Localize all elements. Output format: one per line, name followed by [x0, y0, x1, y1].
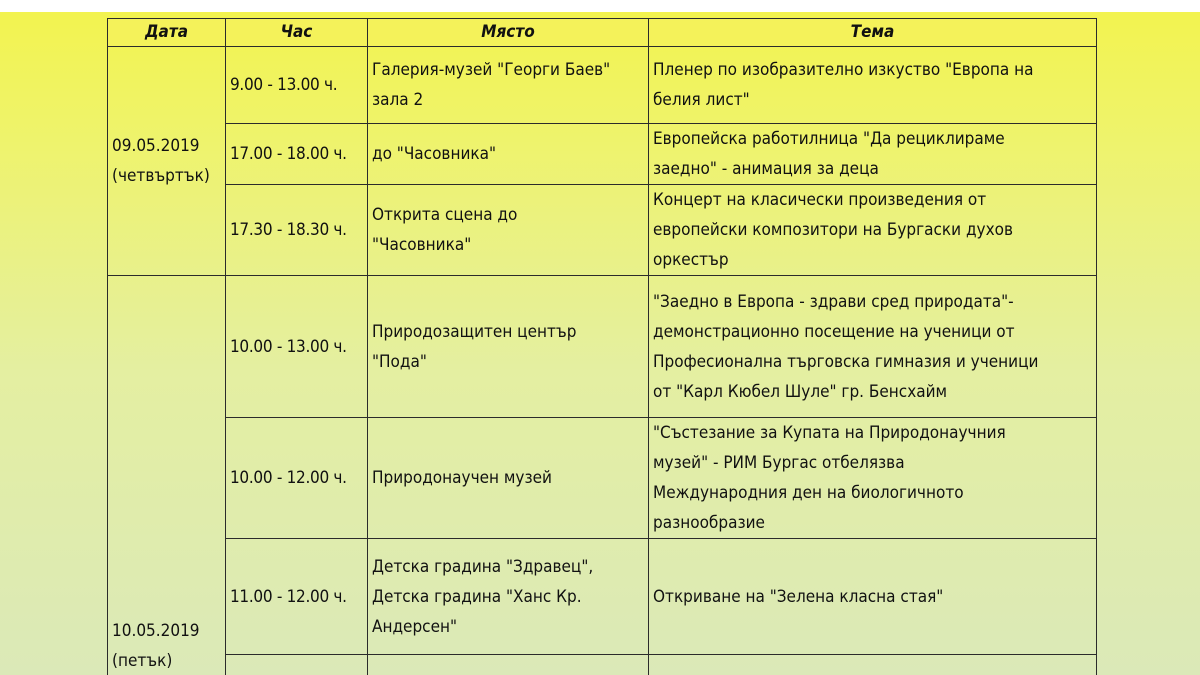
place-line: Андерсен" — [372, 616, 458, 637]
place-line: "Пода" — [372, 351, 427, 372]
date-block — [112, 616, 200, 675]
topic-line: демонстрационно посещение на ученици от — [653, 321, 1015, 342]
schedule-table — [107, 18, 1097, 675]
place-cell — [368, 185, 649, 276]
header-time: Час — [226, 19, 368, 47]
place-cell — [368, 655, 649, 675]
place-line: Детска градина "Ханс Кр. — [372, 586, 582, 607]
table-row — [108, 655, 1097, 675]
topic-line: Концерт на класически произведения от — [653, 190, 987, 210]
header-topic: Тема — [649, 19, 1097, 47]
place-cell — [368, 418, 649, 539]
time-cell: 9.00 - 13.00 ч. — [226, 47, 368, 124]
place-line: Природозащитен център — [372, 321, 577, 342]
table-row — [108, 418, 1097, 539]
place-cell — [368, 276, 649, 418]
header-row — [108, 19, 1097, 47]
topic-cell — [649, 185, 1097, 276]
topic-line: Международния ден на биологичното — [653, 483, 964, 503]
place-line: Детска градина "Здравец", — [372, 556, 594, 577]
topic-cell — [649, 539, 1097, 655]
topic-line: разнообразие — [653, 513, 765, 533]
topic-line: заедно" - анимация за деца — [653, 159, 879, 179]
topic-line: белия лист" — [653, 90, 750, 110]
table-row — [108, 47, 1097, 124]
topic-cell — [649, 418, 1097, 539]
topic-line: оркестър — [653, 250, 729, 270]
time-cell: 10.00 - 12.00 ч. — [226, 418, 368, 539]
time-cell: 10.00 - 13.00 ч. — [226, 276, 368, 418]
table-row — [108, 124, 1097, 185]
place-line: зала 2 — [372, 90, 424, 110]
place-line: Галерия-музей "Георги Баев" — [372, 60, 611, 80]
topic-line: музей" - РИМ Бургас отбелязва — [653, 453, 905, 473]
topic-line: от "Карл Кюбел Шуле" гр. Бенсхайм — [653, 381, 948, 402]
date-value: 10.05.2019 — [112, 621, 200, 641]
time-cell: 17.30 - 18.30 ч. — [226, 185, 368, 276]
weekday-value: (четвъртък) — [112, 166, 210, 186]
place-line: "Часовника" — [372, 235, 472, 255]
topic-cell — [649, 47, 1097, 124]
place-line: Открита сцена до — [372, 205, 518, 225]
place-cell — [368, 47, 649, 124]
time-cell — [226, 655, 368, 675]
topic-line: Европейска работилница "Да рециклираме — [653, 129, 1005, 149]
header-date: Дата — [108, 19, 226, 47]
topic-line: "Заедно в Европа - здрави сред природата"- — [653, 291, 1014, 312]
time-cell: 11.00 - 12.00 ч. — [226, 539, 368, 655]
topic-cell — [649, 276, 1097, 418]
topic-cell — [649, 124, 1097, 185]
place-cell — [368, 124, 649, 185]
topic-line: Професионална търговска гимназия и ученици — [653, 351, 1039, 372]
topic-cell — [649, 655, 1097, 675]
table-row — [108, 185, 1097, 276]
time-cell: 17.00 - 18.00 ч. — [226, 124, 368, 185]
date-cell — [108, 47, 226, 276]
weekday-value: (петък) — [112, 651, 173, 671]
place-line: Природонаучен музей — [372, 468, 552, 488]
topic-line: Откриване на "Зелена класна стая" — [653, 586, 944, 607]
date-cell — [108, 276, 226, 675]
place-cell — [368, 539, 649, 655]
topic-line: европейски композитори на Бургаски духов — [653, 220, 1013, 240]
table-row — [108, 276, 1097, 418]
topic-line: "Състезание за Купата на Природонаучния — [653, 423, 1006, 443]
table-row — [108, 539, 1097, 655]
date-value: 09.05.2019 — [112, 136, 200, 156]
place-line: до "Часовника" — [372, 144, 497, 164]
topic-line: Пленер по изобразително изкуство "Европа на — [653, 60, 1034, 80]
header-place: Място — [368, 19, 649, 47]
